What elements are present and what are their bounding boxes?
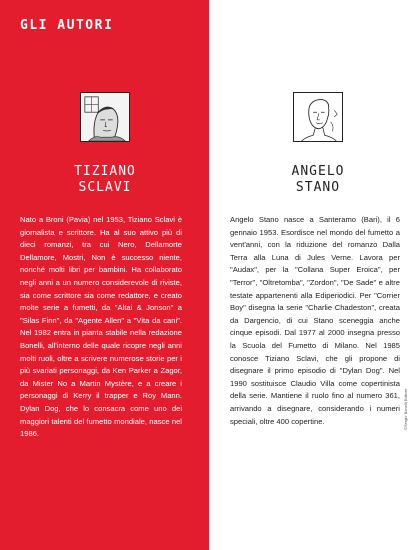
author-first-name: TIZIANO [74, 164, 136, 179]
section-title: GLI AUTORI [20, 18, 114, 33]
author-bio-sclavi: Nato a Broni (Pavia) nel 1953, Tiziano Sclavi è giornalista e scrittore. Ha al suo attivo più di dieci romanzi, tra cui Nero, Dellamorte Dellamore, Mostri, Non è successo niente, nonché molti libri per bambini. Ha collaborato negli anni a un numero considerevole di riviste, sia come scrittore sia come redattore, e creato molte serie a fumetti, da "Altai & Jonson" a "Silas Finn", da "Agente Allen" a "Vita da cani". Nel 1982 entra in pianta stabile nella redazione Bonelli, all'interno delle quale ricopre negli anni molti ruoli, oltre a scrivere numerose storie per i più svariati personaggi, da Ken Parker a Zagor, da Mister No a Martin Mystère, e a creare i personaggi di Kerry il trapper e Roy Mann. Dylan Dog, che lo consacra come uno dei maggiori talenti del fumetto mondiale, nasce nel 1986. [20, 215, 182, 439]
author-last-name: SCLAVI [78, 180, 132, 195]
author-portrait-stano [293, 92, 343, 142]
author-name-sclavi [40, 164, 170, 196]
portrait-drawing [81, 93, 129, 141]
author-name-stano [253, 164, 383, 196]
author-portrait-sclavi [80, 92, 130, 142]
author-last-name: STANO [295, 180, 341, 195]
author-first-name: ANGELO [291, 164, 345, 179]
portrait-drawing [294, 93, 342, 141]
copyright-notice: ©Sergio Bonelli Editore [403, 388, 408, 430]
author-bio-stano: Angelo Stano nasce a Santeramo (Bari), il 6 gennaio 1953. Esordisce nel mondo del fumetto a vent'anni, con la riduzione del romanzo Dalla Terra alla Luna di Jules Verne. Lavora per "Audax", per la "Collana Super Eroica", per "Terror", "Oltretomba", "Zordon", "De Sade" e altre testate appartenenti alla Ediperiodici. Per "Corrier Boy" disegna la serie "Charlie Chadeston", creata da Dargencio, di cui Stano sceneggia anche cinque episodi. Dal 1977 al 2000 insegna presso la Scuola del Fumetto di Milano. Nel 1985 conosce Tiziano Sclavi, che gli propone di disegnare il primo episodio di "Dylan Dog". Nel 1990 sostituisce Claudio Villa come copertinista della serie. Mantiene il ruolo fino al numero 361, arrivando a disegnare, considerando i numeri speciali, oltre 400 copertine. [230, 215, 400, 426]
